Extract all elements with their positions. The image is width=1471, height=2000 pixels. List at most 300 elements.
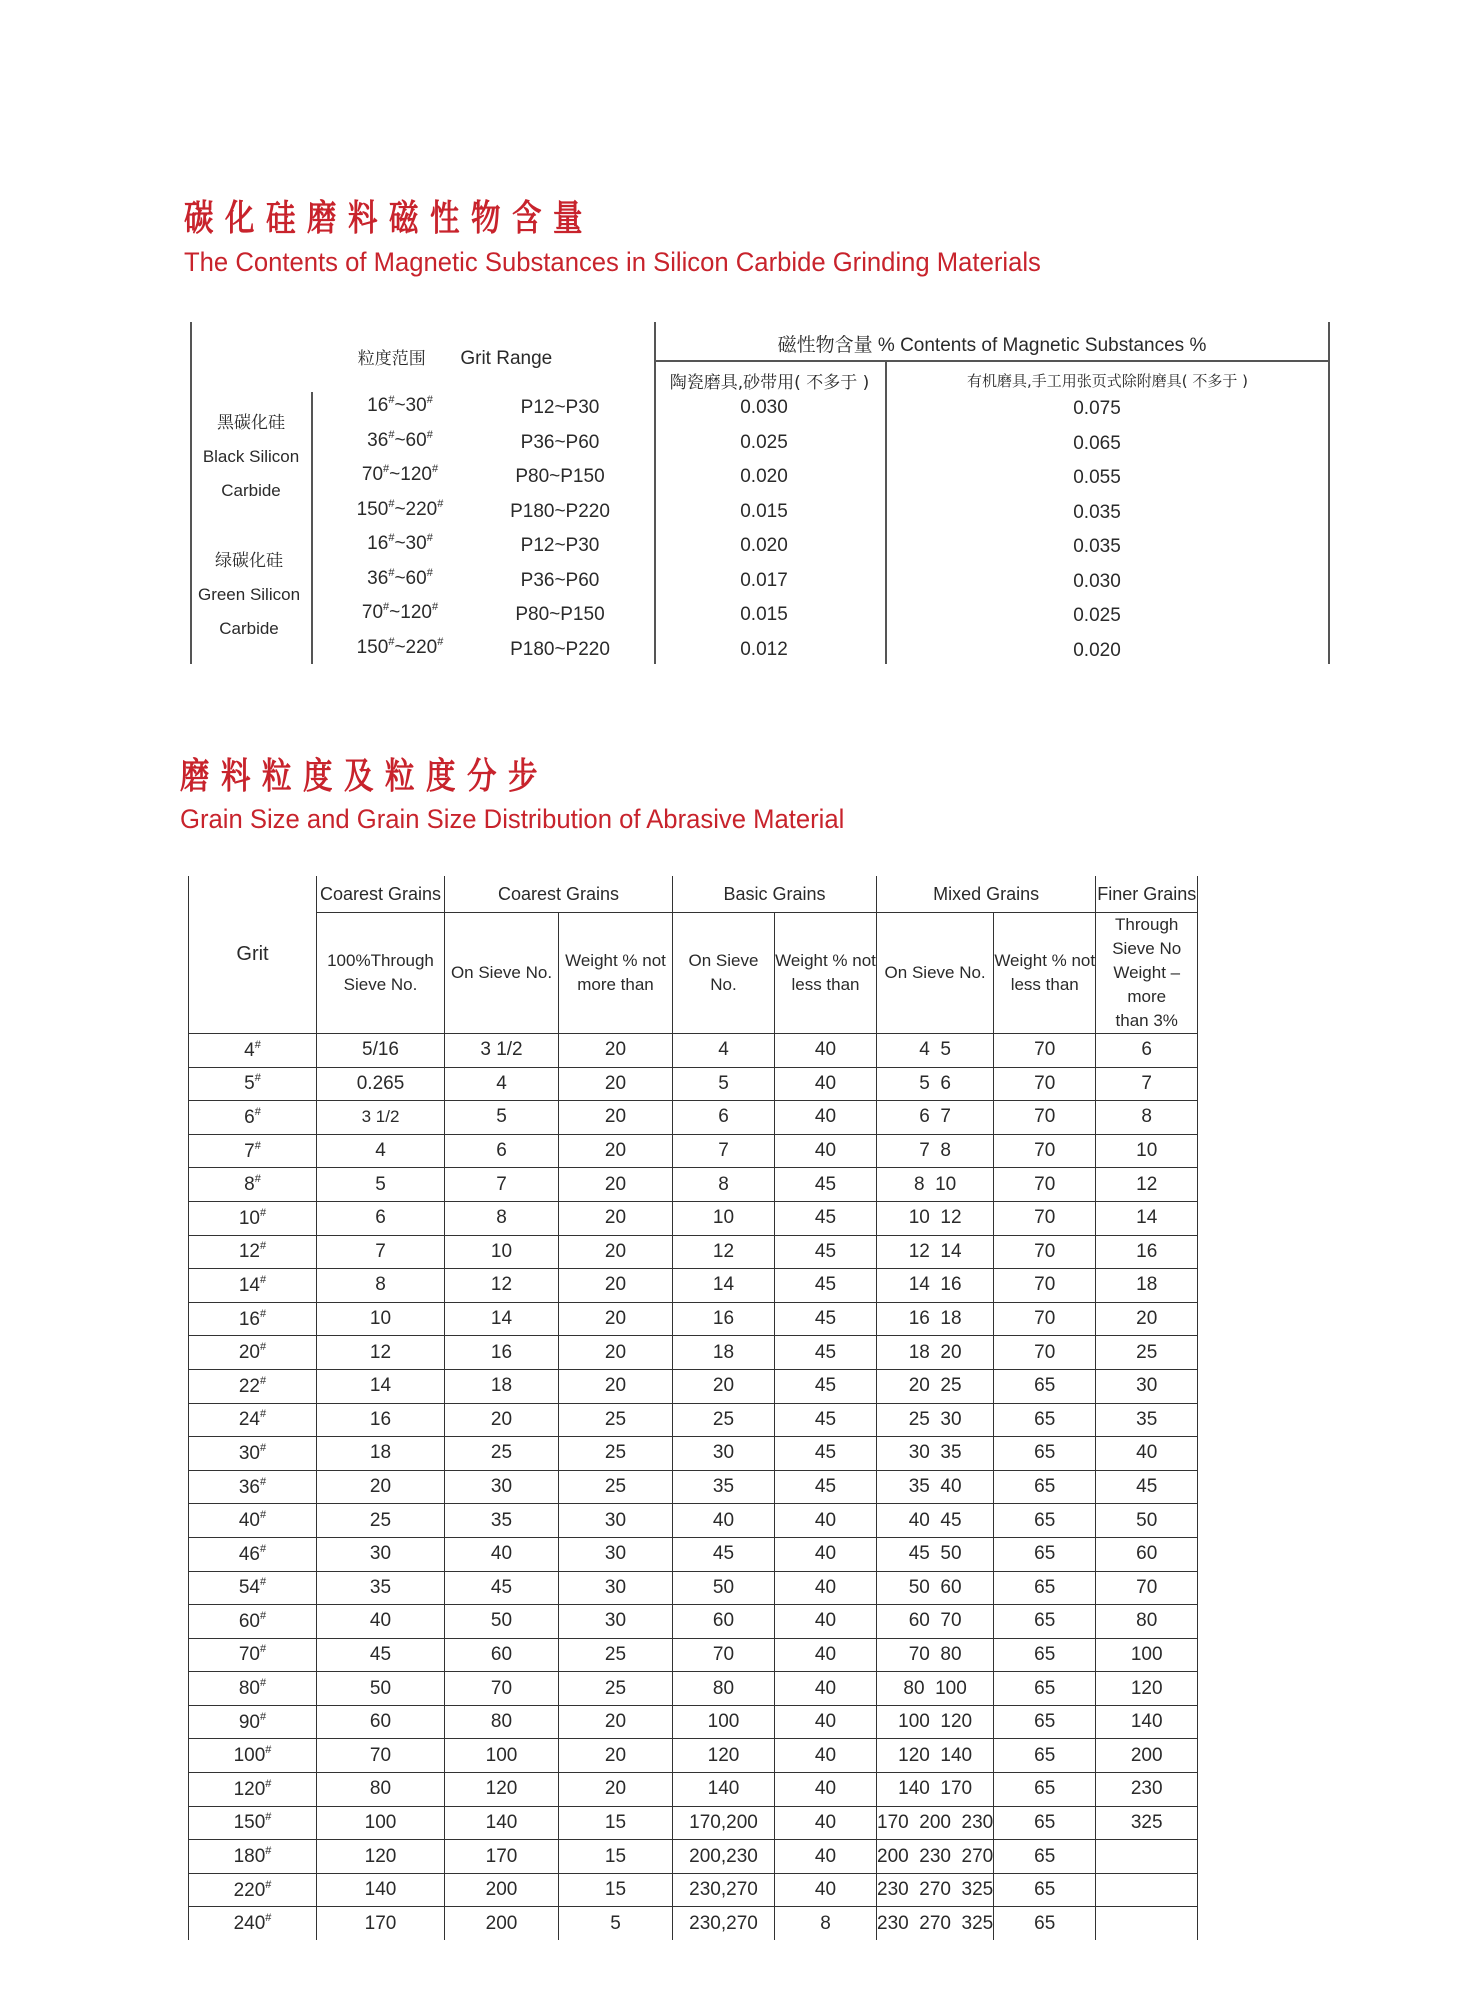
coarest-weight-cell: 25 (559, 1672, 673, 1706)
basic-weight-cell: 45 (775, 1369, 877, 1403)
t1-p-range: P180~P220 (510, 500, 610, 522)
coarest-weight-cell: 20 (559, 1034, 673, 1068)
through-sieve-cell: 16 (317, 1403, 445, 1437)
coarest-sieve-cell: 10 (445, 1235, 559, 1269)
mixed-weight-cell: 65 (994, 1672, 1096, 1706)
mixed-sieve-cell: 40 45 (877, 1504, 994, 1538)
coarest-weight-cell: 30 (559, 1605, 673, 1639)
mixed-sieve-cell: 60 70 (877, 1605, 994, 1639)
basic-weight-cell: 45 (775, 1201, 877, 1235)
finer-cell: 80 (1096, 1605, 1198, 1639)
table-row (189, 1235, 1198, 1269)
mixed-sieve-cell: 7 8 (877, 1134, 994, 1168)
mixed-weight-cell: 65 (994, 1638, 1096, 1672)
finer-cell: 16 (1096, 1235, 1198, 1269)
coarest-weight-cell: 5 (559, 1907, 673, 1940)
through-sieve-cell: 140 (317, 1873, 445, 1907)
finer-cell: 8 (1096, 1101, 1198, 1135)
grit-cell: 40# (189, 1504, 317, 1538)
finer-cell: 45 (1096, 1470, 1198, 1504)
finer-cell: 325 (1096, 1806, 1198, 1840)
basic-sieve-cell: 230,270 (673, 1873, 775, 1907)
coarest-weight-cell: 20 (559, 1773, 673, 1807)
coarest-sieve-cell: 170 (445, 1840, 559, 1874)
coarest-weight-cell: 15 (559, 1806, 673, 1840)
finer-cell: 100 (1096, 1638, 1198, 1672)
mixed-sieve-cell: 35 40 (877, 1470, 994, 1504)
mixed-sieve-cell: 80 100 (877, 1672, 994, 1706)
basic-weight-cell: 45 (775, 1336, 877, 1370)
t1-p-range: P36~P60 (520, 569, 600, 591)
basic-weight-cell: 40 (775, 1571, 877, 1605)
coarest-weight-cell: 15 (559, 1840, 673, 1874)
mixed-weight-cell: 65 (994, 1537, 1096, 1571)
basic-weight-cell: 45 (775, 1235, 877, 1269)
table-row (189, 1773, 1198, 1807)
table-row (189, 1034, 1198, 1068)
basic-weight-cell: 40 (775, 1504, 877, 1538)
table-row (189, 1369, 1198, 1403)
grit-cell: 120# (189, 1773, 317, 1807)
finer-cell: 200 (1096, 1739, 1198, 1773)
coarest-sieve-cell: 16 (445, 1336, 559, 1370)
mixed-weight-cell: 65 (994, 1403, 1096, 1437)
coarest-weight-cell: 20 (559, 1134, 673, 1168)
grit-cell: 10# (189, 1201, 317, 1235)
coarest-weight-cell: 20 (559, 1067, 673, 1101)
through-sieve-cell: 6 (317, 1201, 445, 1235)
basic-weight-cell: 40 (775, 1672, 877, 1706)
mixed-weight-cell: 65 (994, 1437, 1096, 1471)
through-sieve-cell: 80 (317, 1773, 445, 1807)
t1-organic-value: 0.030 (1073, 570, 1121, 592)
subheader-coarest-on-sieve: On Sieve No. (445, 913, 559, 1034)
coarest-sieve-cell: 40 (445, 1537, 559, 1571)
mixed-sieve-cell: 120 140 (877, 1739, 994, 1773)
section1-title-en: The Contents of Magnetic Substances in Silicon Carbide Grinding Materials (184, 247, 1041, 277)
coarest-weight-cell: 20 (559, 1168, 673, 1202)
subheader-basic-on-sieve: On Sieve No. (673, 913, 775, 1034)
mixed-sieve-cell: 25 30 (877, 1403, 994, 1437)
mixed-weight-cell: 65 (994, 1773, 1096, 1807)
coarest-sieve-cell: 200 (445, 1907, 559, 1940)
coarest-weight-cell: 30 (559, 1504, 673, 1538)
basic-sieve-cell: 60 (673, 1605, 775, 1639)
coarest-weight-cell: 25 (559, 1403, 673, 1437)
through-sieve-cell: 4 (317, 1134, 445, 1168)
basic-weight-cell: 40 (775, 1840, 877, 1874)
basic-weight-cell: 40 (775, 1134, 877, 1168)
basic-weight-cell: 40 (775, 1034, 877, 1068)
finer-cell: 230 (1096, 1773, 1198, 1807)
through-sieve-cell: 10 (317, 1302, 445, 1336)
coarest-weight-cell: 20 (559, 1201, 673, 1235)
table-row (189, 1638, 1198, 1672)
coarest-sieve-cell: 7 (445, 1168, 559, 1202)
mixed-weight-cell: 70 (994, 1134, 1096, 1168)
coarest-sieve-cell: 4 (445, 1067, 559, 1101)
grit-cell: 20# (189, 1336, 317, 1370)
table-row (189, 1201, 1198, 1235)
t1-grit-range: 36#~60# (367, 566, 433, 589)
mixed-sieve-cell: 70 80 (877, 1638, 994, 1672)
mixed-weight-cell: 65 (994, 1907, 1096, 1940)
table-row (189, 1705, 1198, 1739)
basic-weight-cell: 40 (775, 1638, 877, 1672)
t1-grit-range: 16#~30# (367, 532, 433, 554)
basic-sieve-cell: 8 (673, 1168, 775, 1202)
table-row (189, 1739, 1198, 1773)
coarest-weight-cell: 20 (559, 1739, 673, 1773)
mixed-sieve-cell: 18 20 (877, 1336, 994, 1370)
grit-cell: 60# (189, 1605, 317, 1639)
finer-cell (1096, 1873, 1198, 1907)
through-sieve-cell: 120 (317, 1840, 445, 1874)
t1-grit-range: 16#~30# (367, 394, 433, 416)
mixed-weight-cell: 70 (994, 1034, 1096, 1068)
mixed-weight-cell: 65 (994, 1504, 1096, 1538)
grit-cell: 90# (189, 1705, 317, 1739)
basic-sieve-cell: 4 (673, 1034, 775, 1068)
grit-cell: 6# (189, 1101, 317, 1135)
finer-cell: 14 (1096, 1201, 1198, 1235)
header-coarest-1: Coarest Grains (317, 876, 445, 913)
grit-cell: 220# (189, 1873, 317, 1907)
basic-weight-cell: 45 (775, 1403, 877, 1437)
mixed-sieve-cell: 230 270 325 (877, 1873, 994, 1907)
coarest-sieve-cell: 20 (445, 1403, 559, 1437)
header-coarest-2: Coarest Grains (445, 876, 673, 913)
mixed-sieve-cell: 30 35 (877, 1437, 994, 1471)
basic-weight-cell: 40 (775, 1806, 877, 1840)
through-sieve-cell: 3 1/2 (317, 1101, 445, 1135)
mixed-sieve-cell: 16 18 (877, 1302, 994, 1336)
table-row (189, 1605, 1198, 1639)
through-sieve-cell: 18 (317, 1437, 445, 1471)
t1-ceramic-value: 0.012 (740, 638, 788, 660)
header-grit: Grit (189, 876, 317, 1034)
table-row (189, 1537, 1198, 1571)
coarest-weight-cell: 30 (559, 1537, 673, 1571)
basic-sieve-cell: 50 (673, 1571, 775, 1605)
coarest-sieve-cell: 60 (445, 1638, 559, 1672)
grit-cell: 46# (189, 1537, 317, 1571)
mixed-weight-cell: 65 (994, 1705, 1096, 1739)
coarest-weight-cell: 20 (559, 1101, 673, 1135)
finer-cell: 35 (1096, 1403, 1198, 1437)
t1-p-range: P12~P30 (520, 397, 600, 418)
through-sieve-cell: 40 (317, 1605, 445, 1639)
finer-cell: 60 (1096, 1537, 1198, 1571)
grit-cell: 100# (189, 1739, 317, 1773)
subheader-mixed-on-sieve: On Sieve No. (877, 913, 994, 1034)
coarest-sieve-cell: 70 (445, 1672, 559, 1706)
t1-organic-value: 0.075 (1073, 398, 1121, 419)
through-sieve-cell: 12 (317, 1336, 445, 1370)
coarest-weight-cell: 20 (559, 1705, 673, 1739)
t1-organic-header: 有机磨具,手工用张页式除附磨具( 不多于 ) (966, 372, 1248, 390)
coarest-weight-cell: 25 (559, 1437, 673, 1471)
finer-cell: 6 (1096, 1034, 1198, 1068)
coarest-sieve-cell: 18 (445, 1369, 559, 1403)
mixed-weight-cell: 65 (994, 1873, 1096, 1907)
finer-cell: 50 (1096, 1504, 1198, 1538)
coarest-sieve-cell: 8 (445, 1201, 559, 1235)
mixed-weight-cell: 70 (994, 1235, 1096, 1269)
table-row (189, 1403, 1198, 1437)
mixed-weight-cell: 65 (994, 1605, 1096, 1639)
mixed-weight-cell: 70 (994, 1336, 1096, 1370)
basic-sieve-cell: 35 (673, 1470, 775, 1504)
coarest-sieve-cell: 80 (445, 1705, 559, 1739)
through-sieve-cell: 8 (317, 1269, 445, 1303)
basic-sieve-cell: 230,270 (673, 1907, 775, 1940)
basic-sieve-cell: 140 (673, 1773, 775, 1807)
finer-cell (1096, 1840, 1198, 1874)
through-sieve-cell: 14 (317, 1369, 445, 1403)
through-sieve-cell: 0.265 (317, 1067, 445, 1101)
mixed-sieve-cell: 14 16 (877, 1269, 994, 1303)
grit-cell: 16# (189, 1302, 317, 1336)
grit-cell: 24# (189, 1403, 317, 1437)
finer-cell: 30 (1096, 1369, 1198, 1403)
mixed-sieve-cell: 100 120 (877, 1705, 994, 1739)
basic-sieve-cell: 20 (673, 1369, 775, 1403)
t1-magnetic-header: 磁性物含量 % Contents of Magnetic Substances % (777, 335, 1207, 356)
coarest-sieve-cell: 5 (445, 1101, 559, 1135)
coarest-sieve-cell: 120 (445, 1773, 559, 1807)
grit-cell: 12# (189, 1235, 317, 1269)
mixed-weight-cell: 70 (994, 1168, 1096, 1202)
basic-sieve-cell: 40 (673, 1504, 775, 1538)
mixed-weight-cell: 65 (994, 1806, 1096, 1840)
table-row (189, 1269, 1198, 1303)
mixed-weight-cell: 70 (994, 1101, 1096, 1135)
coarest-weight-cell: 20 (559, 1235, 673, 1269)
table-row (189, 1134, 1198, 1168)
basic-sieve-cell: 80 (673, 1672, 775, 1706)
mixed-sieve-cell: 200 230 270 (877, 1840, 994, 1874)
through-sieve-cell: 25 (317, 1504, 445, 1538)
grit-cell: 36# (189, 1470, 317, 1504)
coarest-weight-cell: 20 (559, 1269, 673, 1303)
t1-group-rule (311, 392, 313, 664)
coarest-weight-cell: 20 (559, 1336, 673, 1370)
mixed-weight-cell: 70 (994, 1269, 1096, 1303)
through-sieve-cell: 5/16 (317, 1034, 445, 1068)
grit-cell: 7# (189, 1134, 317, 1168)
basic-sieve-cell: 18 (673, 1336, 775, 1370)
mixed-sieve-cell: 8 10 (877, 1168, 994, 1202)
basic-weight-cell: 40 (775, 1605, 877, 1639)
coarest-sieve-cell: 140 (445, 1806, 559, 1840)
t1-p-range: P36~P60 (520, 431, 600, 453)
finer-cell: 7 (1096, 1067, 1198, 1101)
t1-p-range: P12~P30 (520, 535, 600, 556)
header-basic: Basic Grains (673, 876, 877, 913)
subheader-finer: Through Sieve No Weight –more than 3% (1096, 913, 1198, 1034)
header-mixed: Mixed Grains (877, 876, 1096, 913)
basic-sieve-cell: 120 (673, 1739, 775, 1773)
table-row (189, 1470, 1198, 1504)
subheader-basic-weight: Weight % not less than (775, 913, 877, 1034)
basic-weight-cell: 40 (775, 1067, 877, 1101)
mixed-sieve-cell: 10 12 (877, 1201, 994, 1235)
grit-cell: 54# (189, 1571, 317, 1605)
t1-group-black: 黑碳化硅 Black Silicon Carbide (202, 413, 300, 500)
t1-ceramic-value: 0.030 (740, 397, 788, 418)
grain-size-table-body (189, 1034, 1198, 1941)
through-sieve-cell: 50 (317, 1672, 445, 1706)
grit-cell: 4# (189, 1034, 317, 1068)
t1-grit-range: 150#~220# (356, 635, 444, 658)
coarest-sieve-cell: 50 (445, 1605, 559, 1639)
coarest-sieve-cell: 6 (445, 1134, 559, 1168)
finer-cell (1096, 1907, 1198, 1940)
grit-cell: 240# (189, 1907, 317, 1940)
finer-cell: 70 (1096, 1571, 1198, 1605)
mixed-sieve-cell: 5 6 (877, 1067, 994, 1101)
t1-ceramic-value: 0.015 (740, 604, 788, 625)
t1-ceramic-header: 陶瓷磨具,砂带用( 不多于 ) (669, 373, 870, 393)
grit-cell: 70# (189, 1638, 317, 1672)
table-row (189, 1907, 1198, 1940)
t1-grit-range: 36#~60# (367, 428, 433, 451)
magnetic-content-table (190, 322, 1330, 664)
basic-sieve-cell: 25 (673, 1403, 775, 1437)
t1-p-range: P80~P150 (515, 604, 605, 625)
finer-cell: 20 (1096, 1302, 1198, 1336)
mixed-weight-cell: 65 (994, 1739, 1096, 1773)
basic-sieve-cell: 30 (673, 1437, 775, 1471)
mixed-sieve-cell: 4 5 (877, 1034, 994, 1068)
basic-weight-cell: 40 (775, 1705, 877, 1739)
header-finer: Finer Grains (1096, 876, 1198, 913)
grit-cell: 5# (189, 1067, 317, 1101)
t1-organic-value: 0.065 (1073, 432, 1121, 454)
t1-grit-range: 150#~220# (356, 497, 444, 520)
mixed-sieve-cell: 140 170 (877, 1773, 994, 1807)
coarest-sieve-cell: 35 (445, 1504, 559, 1538)
mixed-sieve-cell: 6 7 (877, 1101, 994, 1135)
table-row (189, 1504, 1198, 1538)
basic-weight-cell: 45 (775, 1302, 877, 1336)
basic-sieve-cell: 70 (673, 1638, 775, 1672)
table-row (189, 1571, 1198, 1605)
t1-organic-value: 0.055 (1073, 467, 1121, 488)
mixed-weight-cell: 70 (994, 1201, 1096, 1235)
coarest-weight-cell: 20 (559, 1369, 673, 1403)
basic-weight-cell: 45 (775, 1168, 877, 1202)
finer-cell: 140 (1096, 1705, 1198, 1739)
t1-grit-range: 70#~120# (361, 601, 439, 623)
table-row (189, 1336, 1198, 1370)
finer-cell: 40 (1096, 1437, 1198, 1471)
basic-weight-cell: 40 (775, 1773, 877, 1807)
mixed-sieve-cell: 50 60 (877, 1571, 994, 1605)
t1-grit-range-header: 粒度范围 Grit Range (357, 348, 553, 369)
basic-sieve-cell: 45 (673, 1537, 775, 1571)
t1-organic-value: 0.035 (1073, 536, 1121, 557)
section2-title-en: Grain Size and Grain Size Distribution of Abrasive Material (180, 804, 845, 834)
basic-sieve-cell: 100 (673, 1705, 775, 1739)
grit-cell: 80# (189, 1672, 317, 1706)
grit-cell: 150# (189, 1806, 317, 1840)
table-row (189, 1302, 1198, 1336)
coarest-sieve-cell: 100 (445, 1739, 559, 1773)
basic-sieve-cell: 6 (673, 1101, 775, 1135)
basic-weight-cell: 8 (775, 1907, 877, 1940)
mixed-sieve-cell: 45 50 (877, 1537, 994, 1571)
t1-ceramic-value: 0.015 (740, 500, 788, 522)
t1-header-rule (654, 360, 1330, 362)
through-sieve-cell: 45 (317, 1638, 445, 1672)
coarest-sieve-cell: 45 (445, 1571, 559, 1605)
mixed-weight-cell: 70 (994, 1067, 1096, 1101)
mixed-sieve-cell: 20 25 (877, 1369, 994, 1403)
t1-ceramic-value: 0.020 (740, 466, 788, 487)
through-sieve-cell: 170 (317, 1907, 445, 1940)
basic-weight-cell: 40 (775, 1101, 877, 1135)
subheader-coarest-weight: Weight % not more than (559, 913, 673, 1034)
basic-weight-cell: 40 (775, 1739, 877, 1773)
table-row (189, 1437, 1198, 1471)
mixed-sieve-cell: 230 270 325 (877, 1907, 994, 1940)
subheader-through-sieve: 100%Through Sieve No. (317, 913, 445, 1034)
grit-cell: 8# (189, 1168, 317, 1202)
finer-cell: 12 (1096, 1168, 1198, 1202)
coarest-sieve-cell: 30 (445, 1470, 559, 1504)
t1-organic-value: 0.035 (1073, 501, 1121, 523)
section1-title-cn: 碳化硅磨料磁性物含量 (184, 198, 595, 239)
coarest-sieve-cell: 3 1/2 (445, 1034, 559, 1068)
coarest-sieve-cell: 12 (445, 1269, 559, 1303)
through-sieve-cell: 5 (317, 1168, 445, 1202)
section2-title-cn: 磨料粒度及粒度分步 (180, 756, 550, 797)
table-row (189, 1101, 1198, 1135)
through-sieve-cell: 20 (317, 1470, 445, 1504)
mixed-weight-cell: 65 (994, 1470, 1096, 1504)
basic-sieve-cell: 5 (673, 1067, 775, 1101)
coarest-weight-cell: 30 (559, 1571, 673, 1605)
table-row (189, 1672, 1198, 1706)
through-sieve-cell: 30 (317, 1537, 445, 1571)
basic-sieve-cell: 14 (673, 1269, 775, 1303)
table-row (189, 1873, 1198, 1907)
basic-weight-cell: 40 (775, 1873, 877, 1907)
through-sieve-cell: 35 (317, 1571, 445, 1605)
t1-grit-range: 70#~120# (361, 463, 439, 485)
through-sieve-cell: 100 (317, 1806, 445, 1840)
table-row (189, 1806, 1198, 1840)
table-row (189, 1067, 1198, 1101)
t1-ceramic-value: 0.017 (740, 569, 788, 591)
t1-right-rule (1328, 322, 1330, 664)
coarest-weight-cell: 25 (559, 1638, 673, 1672)
finer-cell: 18 (1096, 1269, 1198, 1303)
basic-weight-cell: 45 (775, 1269, 877, 1303)
basic-weight-cell: 45 (775, 1437, 877, 1471)
mixed-sieve-cell: 12 14 (877, 1235, 994, 1269)
t1-organic-value: 0.025 (1073, 605, 1121, 626)
t1-ceramic-value: 0.025 (740, 431, 788, 453)
mixed-weight-cell: 65 (994, 1369, 1096, 1403)
mixed-weight-cell: 70 (994, 1302, 1096, 1336)
t1-organic-value: 0.020 (1073, 639, 1121, 661)
through-sieve-cell: 7 (317, 1235, 445, 1269)
finer-cell: 25 (1096, 1336, 1198, 1370)
through-sieve-cell: 60 (317, 1705, 445, 1739)
